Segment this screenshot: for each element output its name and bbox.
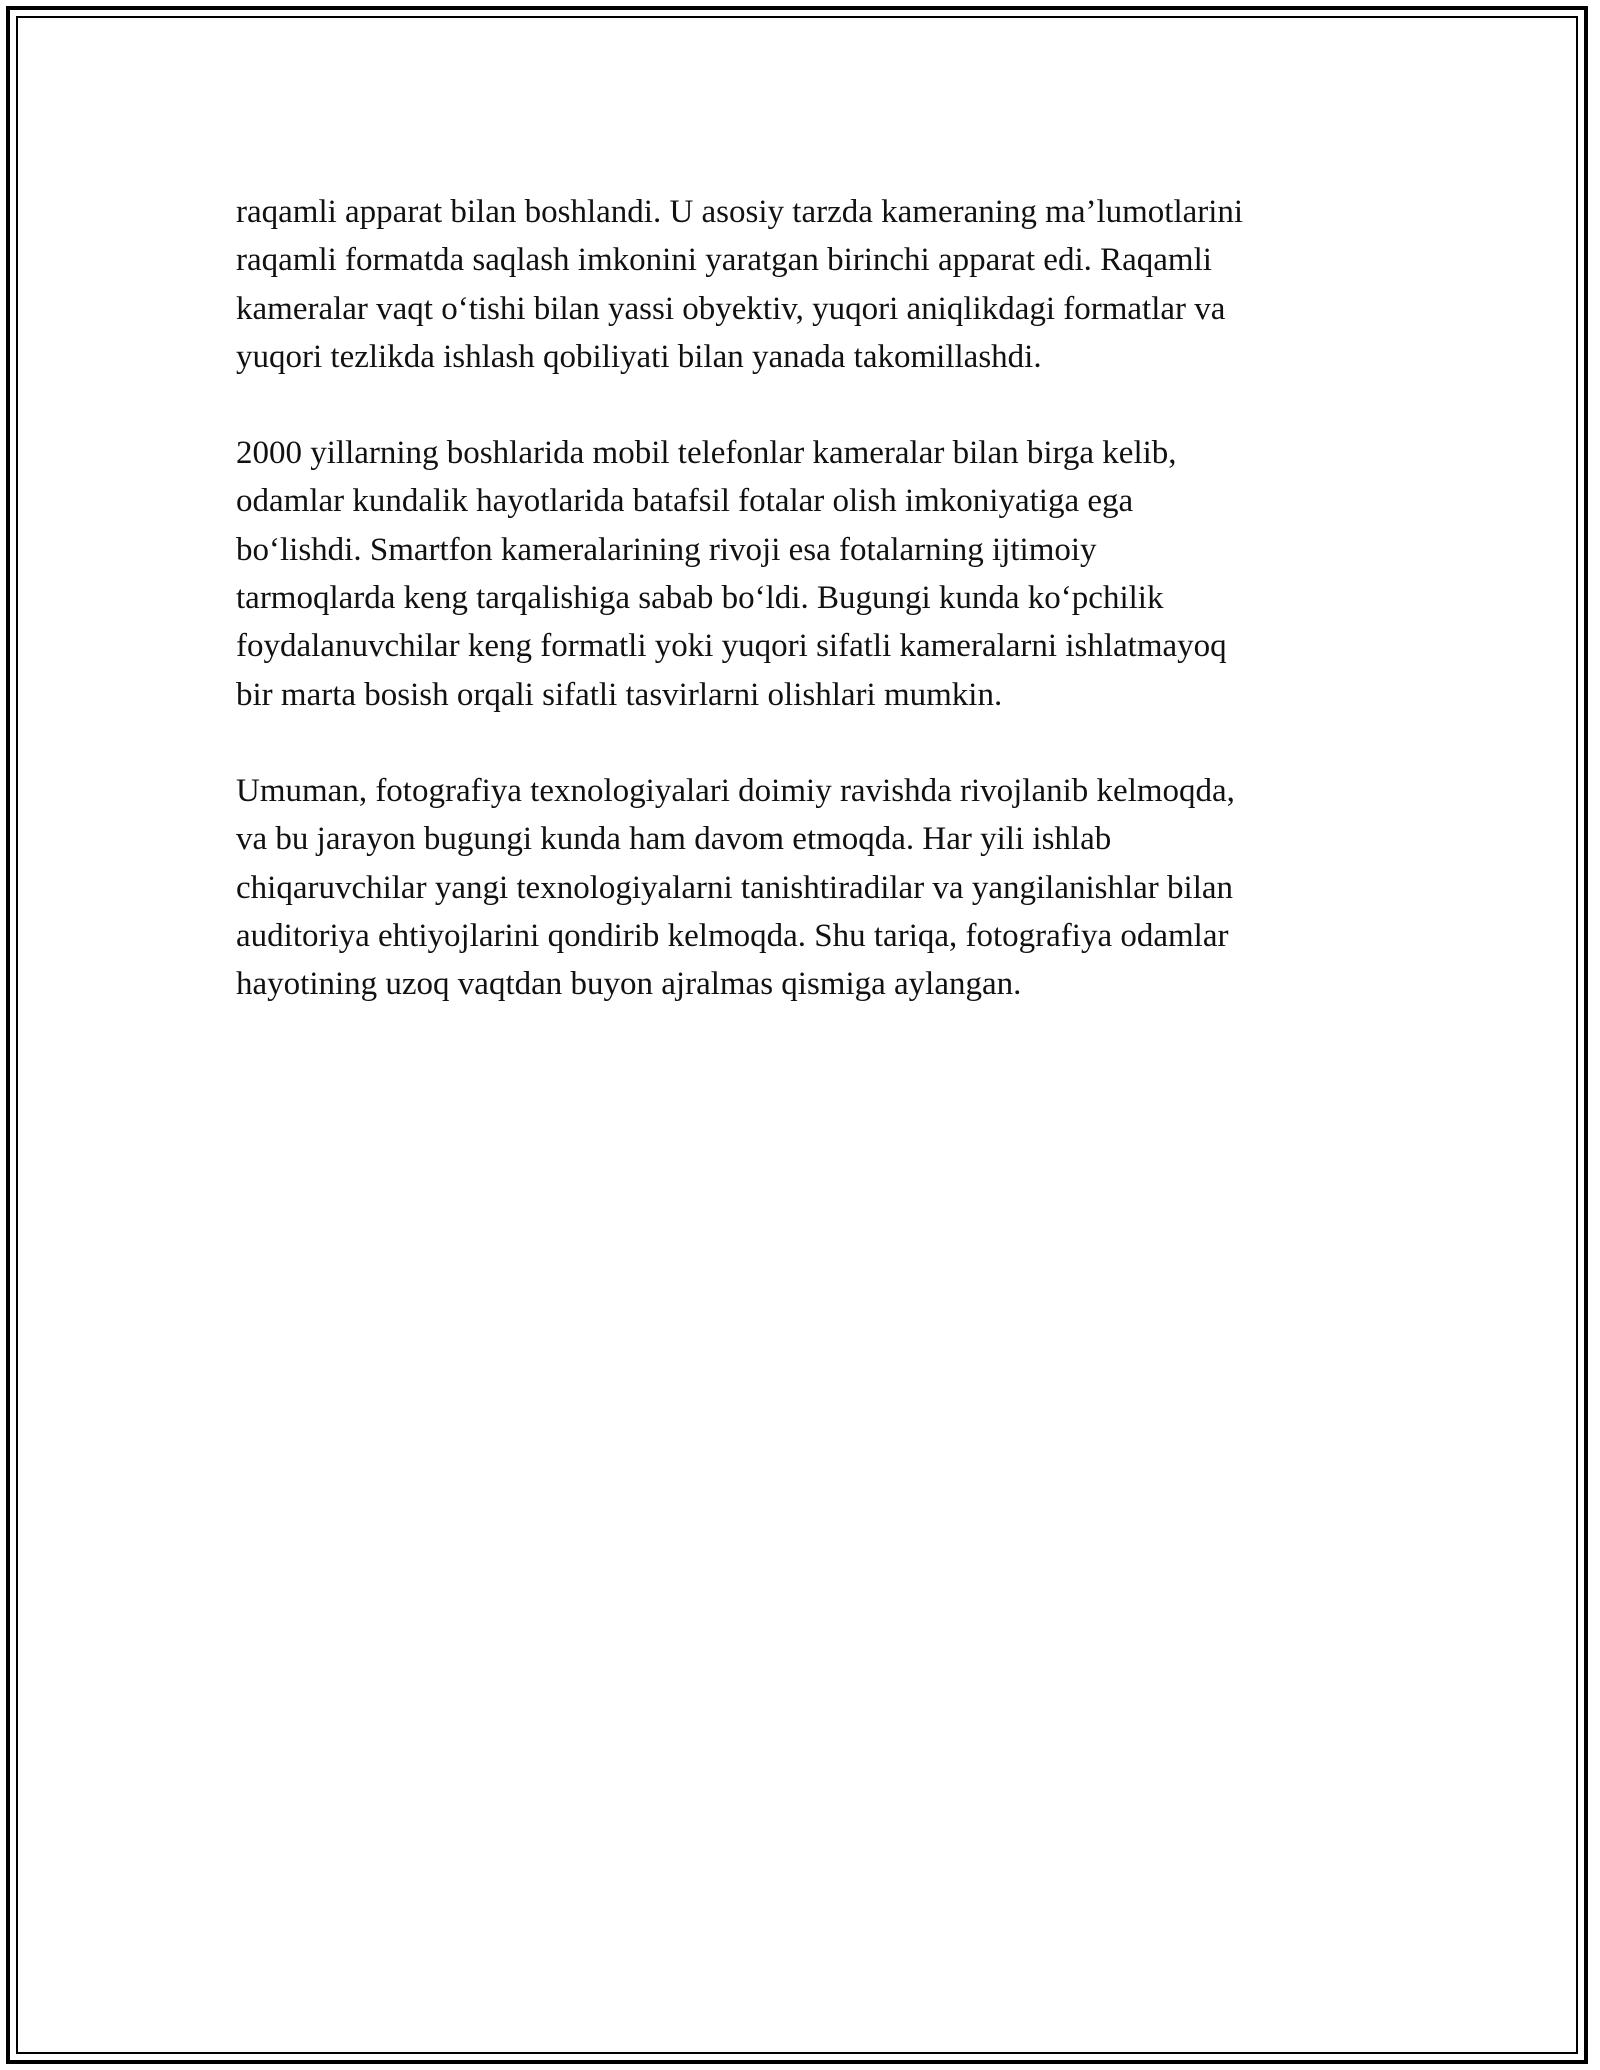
document-body xyxy=(236,188,1366,1056)
text-line: Umuman, fotografiya texnologiyalari doimiy ravishda rivojlanib kelmoqda, xyxy=(236,772,1235,809)
text-line: chiqaruvchilar yangi texnologiyalarni tanishtiradilar va yangilanishlar bilan xyxy=(236,869,1234,906)
text-line: yuqori tezlikda ishlash qobiliyati bilan yanada takomillashdi. xyxy=(236,338,1042,375)
paragraph-2 xyxy=(236,429,1366,719)
paragraph-1 xyxy=(236,188,1366,381)
text-line: 2000 yillarning boshlarida mobil telefonlar kameralar bilan birga kelib, xyxy=(236,435,1177,472)
text-line: hayotining uzoq vaqtdan buyon ajralmas qismiga aylangan. xyxy=(236,966,1022,1003)
paragraph-3 xyxy=(236,767,1366,1008)
text-line: va bu jarayon bugungi kunda ham davom etmoqda. Har yili ishlab xyxy=(236,821,1112,858)
text-line: foydalanuvchilar keng formatli yoki yuqori sifatli kameralarni ishlatmayoq xyxy=(236,628,1227,665)
text-line: raqamli apparat bilan boshlandi. U asosiy tarzda kameraning ma’lumotlarini xyxy=(236,194,1244,230)
text-line: kameralar vaqt o‘tishi bilan yassi obyektiv, yuqori aniqlikdagi formatlar va xyxy=(236,290,1226,327)
text-line: odamlar kundalik hayotlarida batafsil fotalar olish imkoniyatiga ega xyxy=(236,483,1134,520)
text-line: auditoriya ehtiyojlarini qondirib kelmoqda. Shu tariqa, fotografiya odamlar xyxy=(236,917,1229,954)
text-line: tarmoqlarda keng tarqalishiga sabab bo‘ldi. Bugungi kunda ko‘pchilik xyxy=(236,580,1164,617)
text-line: raqamli formatda saqlash imkonini yaratgan birinchi apparat edi. Raqamli xyxy=(236,242,1212,279)
text-line: bo‘lishdi. Smartfon kameralarining rivoji esa fotalarning ijtimoiy xyxy=(236,531,1097,568)
text-line: bir marta bosish orqali sifatli tasvirlarni olishlari mumkin. xyxy=(236,676,1003,713)
